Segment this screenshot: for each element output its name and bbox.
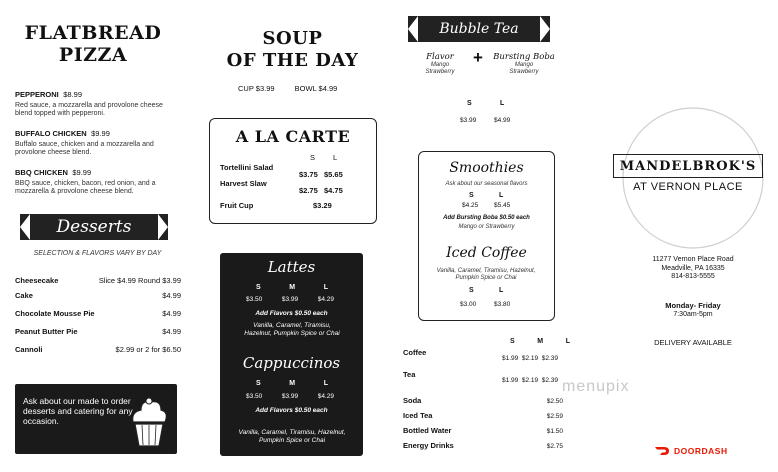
cappuccinos-flavors: Vanilla, Caramel, Tiramisu, Hazelnut, Pumpkin Spice or Chai	[238, 429, 346, 444]
table-row: Fruit Cup	[220, 201, 254, 210]
doordash-icon	[654, 446, 670, 456]
table-row: Peanut Butter Pie $4.99	[15, 327, 181, 336]
iced-coffee-title: Iced Coffee	[446, 245, 527, 261]
cappuccinos-title: Cappuccinos	[242, 354, 341, 372]
smoothies-add: Add Bursting Boba $0.50 each	[443, 215, 530, 221]
coffee-dark-box	[220, 253, 363, 456]
brand-sub: AT VERNON PLACE	[633, 181, 743, 193]
cappuccinos-sizes: S M L	[256, 380, 328, 387]
list-item: BUFFALO CHICKEN $9.99 Buffalo sauce, chicken and a mozzarella and provolone cheese blend.	[15, 129, 154, 156]
lattes-add: Add Flavors $0.50 each	[255, 310, 328, 317]
watermark: menupix	[562, 378, 630, 395]
bubble-col-l: L	[500, 100, 505, 107]
table-row: Tortellini Salad	[220, 163, 274, 172]
smoothies-note: Ask about our seasonal flavors	[445, 181, 528, 187]
bubble-col-s: S	[467, 100, 472, 107]
smoothies-title: Smoothies	[449, 160, 524, 176]
table-row: Iced Tea $2.59	[403, 411, 563, 420]
plus-icon: +	[473, 48, 483, 67]
cupcake-icon	[127, 396, 171, 448]
table-row: Soda $2.50	[403, 396, 563, 405]
desserts-note: SELECTION & FLAVORS VARY BY DAY	[33, 250, 162, 257]
bubble-boba: Bursting Boba Mango Strawberry	[493, 52, 555, 75]
alacarte-title: A LA CARTE	[235, 127, 351, 146]
delivery-note: DELIVERY AVAILABLE	[654, 338, 732, 347]
flatbread-list	[15, 84, 175, 196]
lattes-flavors: Vanilla, Caramel, Tiramisu, Hazelnut, Pumpkin Spice or Chai	[244, 322, 340, 337]
doordash-logo: DOORDASH	[654, 446, 728, 456]
catering-box	[15, 384, 177, 454]
catering-text: Ask about our made to order desserts and catering for any occasion.	[23, 396, 133, 426]
table-row: Cheesecake Slice $4.99 Round $3.99	[15, 276, 181, 285]
bubble-flavor: Flavor Mango Strawberry	[425, 52, 455, 75]
col-s-header: S	[310, 153, 316, 162]
bubble-price-l: $4.99	[494, 117, 511, 124]
table-row: Chocolate Mousse Pie $4.99	[15, 309, 181, 318]
cappuccinos-add: Add Flavors $0.50 each	[255, 407, 328, 414]
lattes-title: Lattes	[267, 258, 316, 276]
table-row: Bottled Water $1.50	[403, 426, 563, 435]
brand-address: 11277 Vernon Place Road Meadville, PA 16335 814-813-5555	[652, 256, 734, 280]
brand-hours: Monday- Friday 7:30am-5pm	[665, 301, 721, 318]
bubble-tea-banner: Bubble Tea	[418, 16, 540, 42]
list-item: PEPPERONI $8.99 Red sauce, a mozzarella and provolone cheese blend topped with pepperoni.	[15, 90, 163, 117]
lattes-prices: $3.50 $3.99 $4.29	[246, 296, 334, 303]
cappuccinos-prices: $3.50 $3.99 $4.29	[246, 393, 334, 400]
soup-prices: CUP $3.99 BOWL $4.99	[238, 84, 338, 93]
list-item: BBQ CHICKEN $9.99 BBQ sauce, chicken, bacon, red onion, and a mozzarella & provolone cheese blend.	[15, 168, 156, 195]
alacarte-box: A LA CARTE S L Tortellini Salad Harvest Slaw $3.75 $5.65 $2.75 $4.75 Fruit Cup $3.29	[209, 118, 377, 224]
table-row: Energy Drinks $2.75	[403, 441, 563, 450]
table-row: Cannoli $2.99 or 2 for $6.50	[15, 345, 181, 354]
drinks-sizes: S M L	[510, 338, 570, 345]
table-row: Coffee	[403, 348, 427, 357]
iced-coffee-flavors: Vanilla, Caramel, Tiramisu, Hazelnut, Pumpkin Spice or Chai	[436, 268, 536, 281]
brand-name-box: MANDELBROK'S	[613, 154, 763, 178]
lattes-sizes: S M L	[256, 284, 328, 291]
flatbread-title: FLATBREAD PIZZA	[24, 22, 162, 66]
desserts-banner: Desserts	[30, 214, 158, 240]
table-row: Harvest Slaw	[220, 179, 267, 188]
col-l-header: L	[333, 153, 338, 162]
brand-logo	[602, 154, 774, 193]
table-row: Cake $4.99	[15, 291, 181, 300]
table-row: Tea	[403, 370, 416, 379]
smoothies-box: Smoothies Ask about our seasonal flavors S L $4.25 $5.45 Add Bursting Boba $0.50 each Mango or Strawberry Iced Coffee Vanilla, Caramel, Tiramisu, Hazelnut, Pumpkin Spice or Chai S L $3.00 $3.80	[418, 151, 555, 321]
bubble-price-s: $3.99	[460, 117, 477, 124]
soup-title: SOUP OF THE DAY	[226, 28, 359, 71]
